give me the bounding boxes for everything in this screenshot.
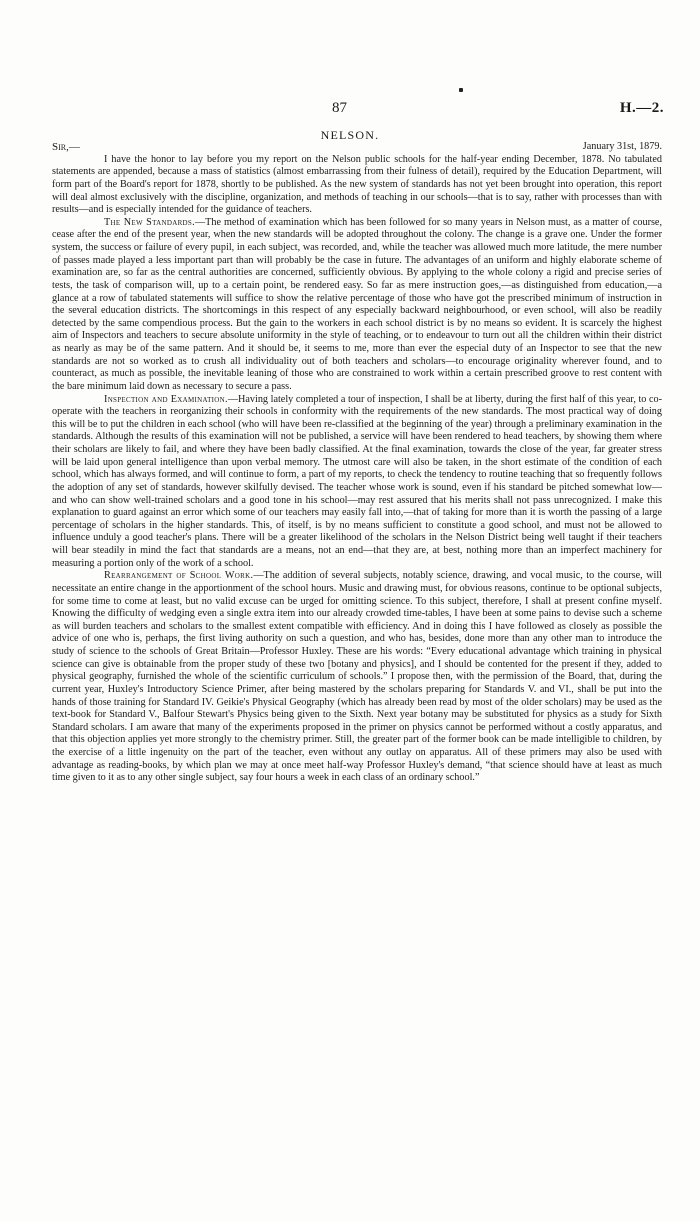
- paragraph-inspection: [52, 394, 662, 571]
- text-rearrangement: —The addition of several subjects, notably science, drawing, and vocal music, to the course, will necessitate an entire change in the apportionment of the school hours. Music and drawing must, for obvious reasons, continue to be optional subjects, for some time to come at least, but no valid excuse can be urged for omitting science. To this subject, therefore, I shall at present confine myself. Knowing the difficulty of wedging even a single extra item into our already crowded time-tables, I have been at some pains to devise such a scheme as will burden teachers and scholars to the smallest extent compatible with efficiency. And in doing this I have followed as closely as possible the advice of one who is, perhaps, the first living authority on such a question, and who has, besides, done more than any other man to introduce the study of science to the schools of Great Britain—Professor Huxley. These are his words: “Every educational advantage which training in physical science can give is obtainable from the proper study of these two [botany and physics], and I should be contented for the present if they, added to physical geography, furnished the whole of the scientific curriculum of schools.” I propose then, with the permission of the Board, that, during the current year, Huxley's Introductory Science Primer, after being mastered by the scholars preparing for Standards V. and VI., shall be put into the hands of those training for Standard IV. Geikie's Physical Geography (which has already been read by most of the older scholars) may be used as the text-book for Standard V., Balfour Stewart's Physics being given to the Sixth. Next year botany may be substituted for physics as a study for Sixth Standard scholars. I am aware that many of the experiments proposed in the primer on physics cannot be performed without a costly apparatus, and that this objection applies yet more strongly to the chemistry primer. Still, the greater part of the former book can be made intelligible to children, by the exercise of a little ingenuity on the part of the teacher, even without any outlay on apparatus. All of these primers may also be used with advantage as reading-books, by which plan we may at once meet half-way Professor Huxley's demand, “that science should have at least as much time given to it as to any other single subject, say four hours a week in each class of an ordinary school.”: [52, 570, 662, 784]
- ink-mark: [459, 88, 463, 92]
- document-reference: H.—2.: [619, 100, 664, 116]
- text-inspection: —Having lately completed a tour of inspection, I shall be at liberty, during the first half of this year, to co-operate with the teachers in reorganizing their schools in conformity with the requirements of the new standards. The most practical way of doing this will be to put the children in each school (who will have been re-classified at the beginning of the year) through a preliminary examination in the standards. Although the results of this examination will not be published, a service will have been rendered to head teachers, by showing them where their scholars are likely to fail, and where they have been badly classified. At the final examination, towards the close of the year, far greater stress will be laid upon general intelligence than upon verbal memory. The utmost care will also be taken, in the short estimate of the condition of each school, which has always formed, and will continue to form, a part of my reports, to check the tendency to routine teaching that so frequently follows the adoption of any set of standards, however skilfully devised. The teacher whose work is sound, even if his standard be pitched somewhat low—and who can show well-trained scholars and a good tone in his school—may rest assured that his merits shall not pass unrecognized. I make this explanation to guard against an error which some of our teachers may easily fall into,—that of taking for more than it is worth the passing of a large percentage of scholars in the higher standards. This, of itself, is by no means sufficient to constitute a good school, and must not be allowed to influence unduly a good teacher's plans. There will be a greater likelihood of the scholars in the Nelson District being well taught if their teachers will bear steadily in mind the fact that standards are a means, not an end—that they are, at best, nothing more than an imperfect machinery for measuring a portion only of the work of a school.: [52, 393, 662, 569]
- report-title: NELSON.: [320, 128, 380, 142]
- salutation: Sir,—: [52, 141, 80, 153]
- text-new-standards: —The method of examination which has been followed for so many years in Nelson must, as a matter of course, cease after the end of the present year, when the new standards will be adopted throughout the colony. The change is a grave one. Under the former system, the success or failure of every pupil, in each subject, was recorded, and, while the teacher was allowed much more latitude, the mere number of passes made played a less important part than will probably be the case in future. The advantages of an uniform and highly elaborate scheme of examination are, so far as the central authorities are concerned, sufficiently obvious. By applying to the whole colony a rigid and precise series of tests, the task of comparison will, up to a certain point, be rendered easy. So far as mere instruction goes,—as distinguished from education,—a glance at a row of tabulated statements will suffice to show the relative percentage of those who have got the prescribed minimum of instruction in the several education districts. The shortcomings in this respect of any especially backward neighbourhood, or even school, will also be readily detected by the same compendious process. But the gain to the workers in each school district is by no means so evident. It is scarcely the highest aim of Inspectors and teachers to secure absolute uniformity in the style of teaching, or to endeavour to turn out all the children within their district as nearly as may be of the same pattern. And it should be, it seems to me, more than ever the especial duty of an Inspector to see that the new standards are not so worked as to crush all individuality out of both teachers and scholars—to encourage originality wherever found, and to counteract, as much as possible, the inevitable leaning of those who are constrained to work within a certain prescribed groove to rest content with the bare minimum laid down as necessary to secure a pass.: [52, 216, 662, 392]
- page-number: 87: [332, 100, 347, 116]
- report-body: [52, 141, 662, 785]
- letter-date: January 31st, 1879.: [582, 141, 662, 152]
- intro-paragraph: I have the honor to lay before you my report on the Nelson public schools for the half-year ending December, 1878. No tabulated statements are appended, because a mass of statistics (almost embarrassing from their fulness of detail), required by the Education Department, will form part of the Board's report for 1878, shortly to be published. As the new system of standards has not yet been brought into operation, this report will deal almost exclusively with the discipline, organization, and methods of teaching in our schools—that is to say, rather with processes than with results—and is especially intended for the guidance of teachers.: [52, 153, 662, 216]
- paragraph-rearrangement: [52, 570, 662, 785]
- salutation-row: [52, 141, 662, 154]
- heading-new-standards: The New Standards.: [104, 216, 195, 228]
- heading-rearrangement: Rearrangement of School Work.: [104, 570, 254, 582]
- paragraph-new-standards: [52, 217, 662, 394]
- heading-inspection: Inspection and Examination.: [104, 393, 228, 405]
